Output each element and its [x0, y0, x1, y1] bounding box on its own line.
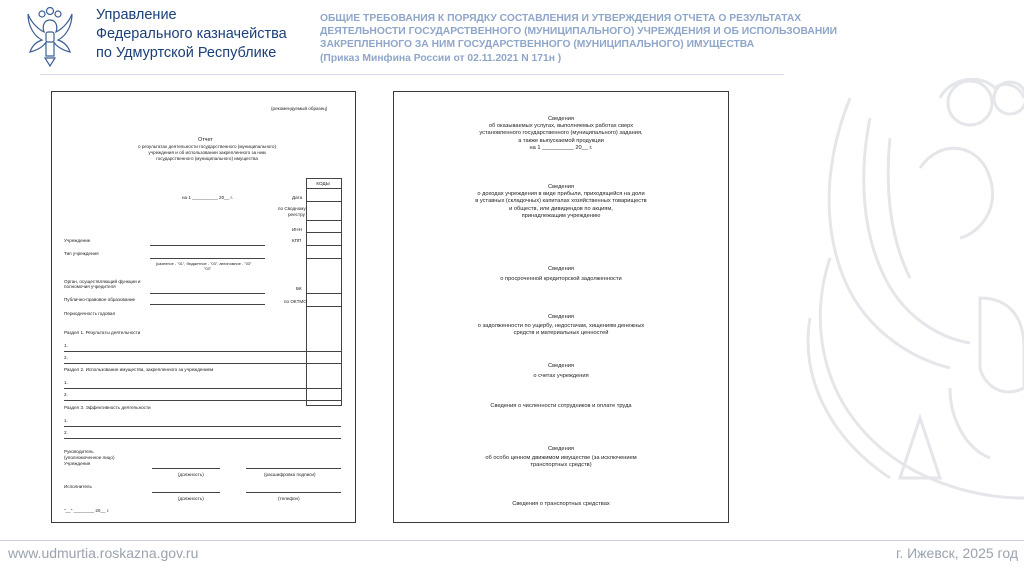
- info-block: [394, 266, 728, 283]
- item-2: 2.: [64, 430, 68, 435]
- info-block: [394, 446, 728, 470]
- fill-line: [152, 492, 220, 493]
- label-organ-2: полномочия учредителя: [64, 284, 116, 289]
- title-line: ЗАКРЕПЛЕННОГО ЗА НИМ ГОСУДАРСТВЕННОГО (МУНИЦИПАЛЬНОГО) ИМУЩЕСТВА: [320, 39, 755, 51]
- info-line: установленного государственного (муниципального) задания,: [479, 130, 643, 137]
- city-year: г. Ижевск, 2025 год: [895, 545, 1018, 561]
- fill-line: [150, 258, 265, 259]
- info-block: [394, 314, 728, 338]
- sig-head-2: (уполномоченное лицо): [64, 455, 115, 460]
- fill-line: [150, 245, 265, 246]
- label-registry-2: реестру: [288, 212, 305, 217]
- fill-line: [64, 438, 341, 439]
- info-line: средств и материальных ценностей: [513, 330, 609, 337]
- fill-line: [64, 400, 341, 401]
- sig-position: (должность): [178, 472, 204, 477]
- sig-executor: Исполнитель: [64, 484, 92, 489]
- sample-note: (рекомендуемый образец): [271, 106, 328, 111]
- codes-divider: [306, 201, 341, 202]
- eagle-watermark-icon: [790, 58, 1024, 518]
- codes-divider: [306, 188, 341, 189]
- info-block: [394, 184, 728, 220]
- label-type: Тип учреждения: [64, 251, 99, 256]
- info-line: о счетах учреждения: [533, 373, 589, 380]
- header-divider: [40, 74, 784, 75]
- sig-head: Руководитель: [64, 449, 94, 454]
- label-organ: Орган, осуществляющий функции и: [64, 279, 141, 284]
- sig-decode: (расшифровка подписи): [264, 472, 316, 477]
- info-line: о доходах учреждения в виде прибыли, приходящейся на доли: [477, 191, 645, 198]
- info-block: [394, 116, 728, 152]
- date-line: на 1 __________ 20__ г.: [182, 195, 233, 200]
- info-line: транспортных средств): [530, 462, 592, 469]
- label-date: Дата: [292, 195, 303, 200]
- label-kpp: КПП: [292, 238, 302, 243]
- info-line: в уставных (складочных) капиталах хозяйственных товариществ: [475, 198, 647, 205]
- fill-line: [64, 388, 341, 389]
- sig-date: "__" ________ 20__ г.: [64, 508, 110, 513]
- codes-divider: [306, 306, 341, 307]
- type-hint-2: "03": [204, 266, 212, 271]
- item-1: 1.: [64, 343, 68, 348]
- info-line: а также выпускаемой продукции: [518, 137, 604, 144]
- label-registry: по Сводному: [278, 206, 306, 211]
- info-line: Сведения о транспортных средствах: [512, 501, 610, 507]
- info-line: Сведения: [548, 446, 574, 452]
- codes-divider: [306, 258, 341, 259]
- title-line: ОБЩИЕ ТРЕБОВАНИЯ К ПОРЯДКУ СОСТАВЛЕНИЯ И УТВЕРЖДЕНИЯ ОТЧЕТА О РЕЗУЛЬТАТАХ: [320, 13, 802, 24]
- fill-line: [64, 426, 341, 427]
- info-line: Сведения: [548, 184, 574, 190]
- info-line: Сведения о численности сотрудников и оплате труда: [490, 403, 632, 409]
- fill-line: [150, 293, 265, 294]
- info-line: о просроченной кредиторской задолженности: [500, 276, 622, 283]
- eagle-emblem-icon: [26, 6, 74, 68]
- footer-divider: [0, 540, 1024, 541]
- label-oktmo: по ОКТМО: [284, 299, 307, 304]
- section-2: Раздел 2. Использование имущества, закрепленного за учреждением: [64, 367, 214, 372]
- report-heading-line: о результатах деятельности государственного (муниципального): [137, 144, 277, 149]
- codes-header: КОДЫ: [316, 181, 330, 186]
- report-heading-line: государственного (муниципального) имущества: [156, 156, 258, 161]
- website-link[interactable]: www.udmurtia.roskazna.gov.ru: [8, 545, 199, 561]
- info-line: Сведения: [548, 116, 574, 122]
- label-inn: ИНН: [292, 227, 302, 232]
- label-bk: БК: [296, 286, 302, 291]
- info-block: [394, 363, 728, 380]
- title-line: ДЕЯТЕЛЬНОСТИ ГОСУДАРСТВЕННОГО (МУНИЦИПАЛЬНОГО) УЧРЕЖДЕНИЯ И ОБ ИСПОЛЬЗОВАНИИ: [320, 26, 838, 38]
- codes-divider: [306, 293, 341, 294]
- codes-divider: [306, 245, 341, 246]
- info-line: и обществ, или дивидендов по акциям,: [509, 205, 613, 212]
- item-2: 2.: [64, 392, 68, 397]
- title-line: (Приказ Минфина России от 02.11.2021 N 171н ): [320, 52, 562, 64]
- info-line: об оказываемых услугах, выполняемых работах сверх: [488, 123, 634, 130]
- report-heading-line: учреждения и об использовании закрепленного за ним: [148, 150, 266, 155]
- info-line: Сведения: [548, 314, 574, 320]
- section-3: Раздел 3. Эффективность деятельности: [64, 405, 151, 410]
- type-hint: (казенное - "01", бюджетное - "03", автономное - "03": [156, 261, 252, 266]
- label-public-entity: Публично-правовое образование: [64, 297, 136, 302]
- sig-phone: (телефон): [278, 496, 300, 501]
- fill-line: [246, 468, 341, 469]
- fill-line: [150, 304, 265, 305]
- info-line: принадлежащим учреждению: [521, 212, 601, 219]
- item-1: 1.: [64, 380, 68, 385]
- org-line: Управление: [96, 7, 177, 23]
- fill-line: [64, 351, 341, 352]
- org-line: Федерального казначейства: [96, 26, 287, 42]
- codes-divider: [306, 220, 341, 221]
- information-list-document: [393, 91, 729, 523]
- codes-divider: [306, 232, 341, 233]
- organization-name: [96, 6, 287, 63]
- info-line: о задолженности по ущербу, недостачам, хищениям денежных: [477, 323, 645, 330]
- section-1: Раздел 1. Результаты деятельности: [64, 330, 141, 335]
- info-block: [394, 403, 728, 410]
- report-heading: Отчет: [198, 137, 213, 143]
- sig-head-3: Учреждения: [64, 461, 91, 466]
- slide-title: [320, 12, 880, 65]
- info-line: на 1 __________ 20__ г.: [529, 144, 593, 151]
- fill-line: [152, 468, 220, 469]
- report-form-document: [51, 91, 356, 523]
- item-1: 1.: [64, 418, 68, 423]
- info-line: об особо ценном движимом имуществе (за исключением: [485, 455, 637, 462]
- label-institution: Учреждение: [64, 238, 91, 243]
- fill-line: [64, 363, 341, 364]
- label-periodicity: Периодичность годовая: [64, 311, 115, 316]
- codes-column: [306, 178, 342, 406]
- info-line: Сведения: [548, 266, 574, 272]
- info-block: [394, 501, 728, 508]
- org-line: по Удмуртской Республике: [96, 45, 277, 61]
- info-line: Сведения: [548, 363, 574, 369]
- sig-position-2: (должность): [178, 496, 204, 501]
- item-2: 2.: [64, 355, 68, 360]
- fill-line: [246, 492, 341, 493]
